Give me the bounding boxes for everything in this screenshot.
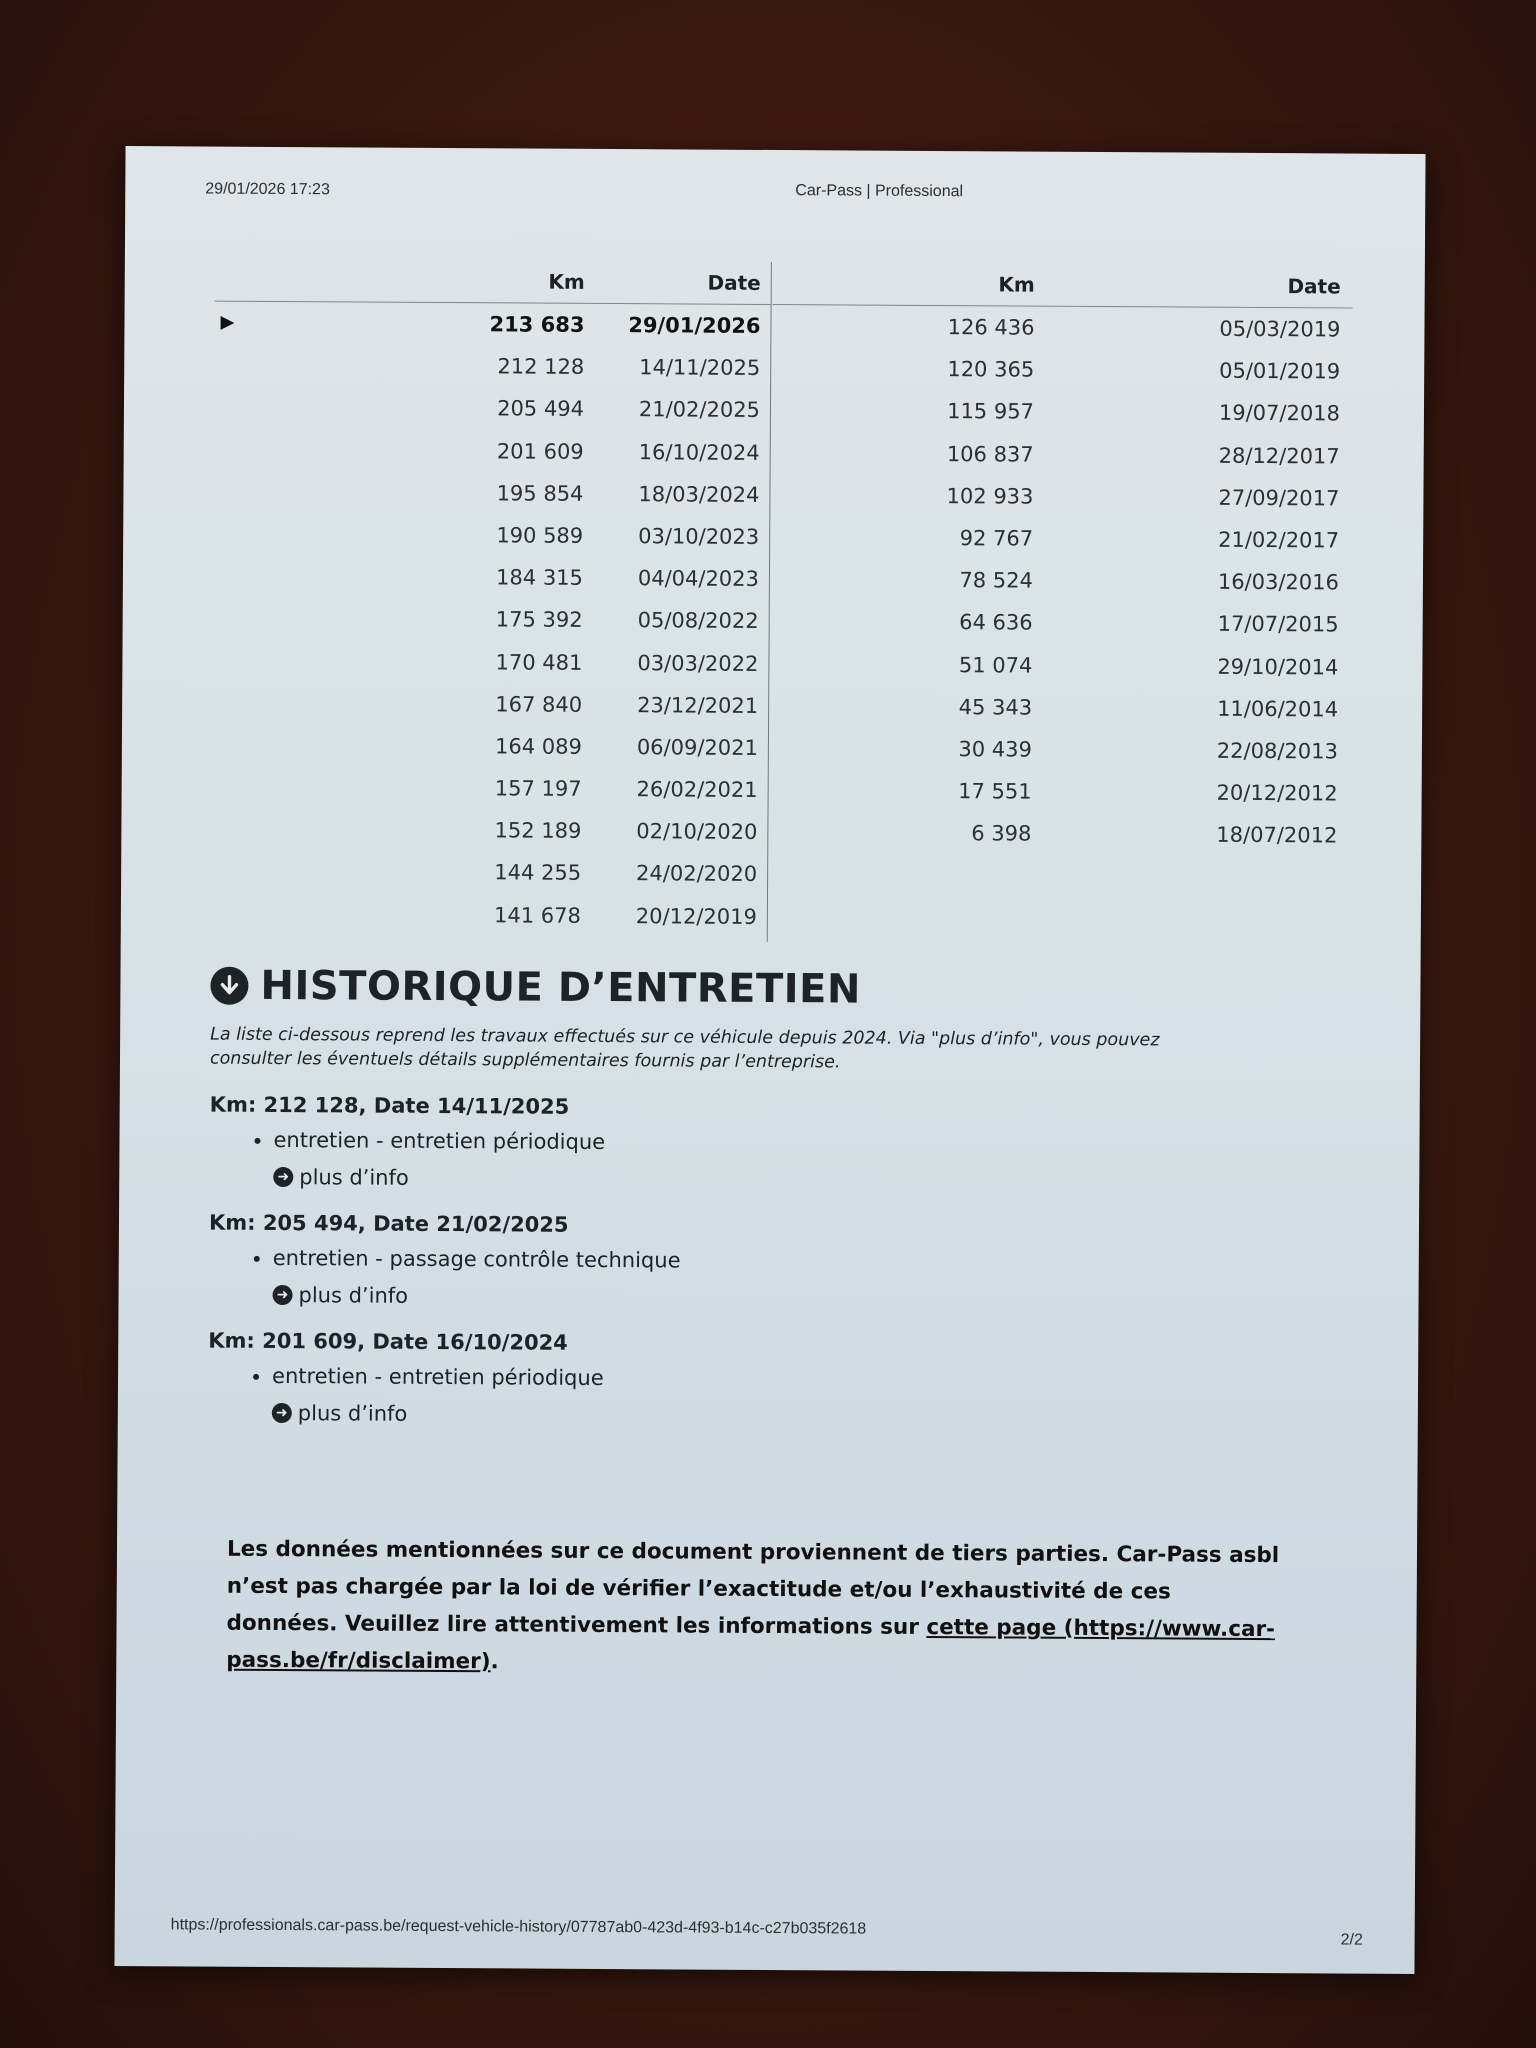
km-cell: 120 365 [947, 357, 1035, 382]
date-cell: 03/03/2022 [637, 650, 759, 676]
table-header [215, 259, 771, 305]
table-row [214, 386, 770, 432]
arrow-right-circle-icon: ➜ [272, 1285, 292, 1305]
km-cell: 17 551 [958, 779, 1032, 804]
date-cell: 18/07/2012 [1216, 822, 1338, 848]
date-cell: 20/12/2019 [635, 903, 757, 929]
arrow-down-circle-icon [210, 967, 248, 1005]
printed-page [114, 146, 1425, 1974]
maintenance-entry [208, 1329, 1309, 1432]
maintenance-entry [208, 1211, 1309, 1314]
table-row [214, 302, 770, 348]
table-row [211, 808, 767, 854]
disclaimer [226, 1531, 1287, 1685]
table-row [214, 428, 770, 474]
header-km: Km [548, 269, 585, 294]
km-cell: 115 957 [947, 399, 1035, 424]
table-row [213, 597, 769, 643]
more-info-link[interactable] [273, 1165, 1309, 1195]
entry-item: • entretien - entretien périodique [273, 1125, 1309, 1161]
table-row [211, 850, 767, 896]
header-km: Km [998, 272, 1035, 297]
km-cell: 30 439 [958, 737, 1032, 762]
more-info-label: plus d’info [298, 1283, 409, 1308]
table-row [770, 642, 1350, 688]
km-cell: 205 494 [497, 396, 585, 422]
table-header [773, 262, 1353, 309]
km-cell: 6 398 [971, 821, 1032, 846]
km-cell: 144 255 [494, 860, 582, 886]
arrow-right-circle-icon: ➜ [273, 1167, 293, 1187]
date-cell: 27/09/2017 [1218, 485, 1340, 511]
km-cell: 201 609 [496, 438, 584, 464]
header-date: Date [1287, 274, 1341, 299]
table-row [769, 811, 1349, 857]
date-cell: 29/10/2014 [1217, 654, 1339, 679]
table-row [772, 305, 1352, 351]
date-cell: 06/09/2021 [636, 735, 758, 760]
disclaimer-link[interactable]: cette page (https://www.car-pass.be/fr/disclaimer) [226, 1614, 1276, 1675]
date-cell: 18/03/2024 [638, 481, 760, 507]
km-cell: 184 315 [496, 565, 584, 590]
table-row [771, 516, 1351, 562]
km-cell: 170 481 [495, 649, 583, 675]
km-cell: 64 636 [959, 610, 1033, 635]
table-row [213, 555, 769, 601]
date-cell: 22/08/2013 [1216, 738, 1338, 764]
mileage-table [215, 259, 1355, 929]
km-cell: 212 128 [497, 354, 585, 380]
date-cell: 23/12/2021 [637, 692, 759, 718]
table-row [212, 723, 768, 769]
entry-title: Km: 205 494, Date 21/02/2025 [208, 1210, 569, 1237]
disclaimer-text: Les données mentionnées sur ce document proviennent de tiers parties. Car-Pass asbl n’est pas chargée par la loi de vérifier l’exactitude et/ou l’exhaustivité de ces données. Veuillez lire attentivement les informations sur [226, 1536, 1280, 1640]
date-cell: 20/12/2012 [1216, 780, 1338, 806]
print-title: Car-Pass | Professional [795, 182, 964, 201]
table-row [770, 769, 1350, 815]
km-cell: 164 089 [494, 734, 582, 759]
table-row [213, 513, 769, 559]
date-cell: 26/02/2021 [636, 777, 758, 802]
km-cell: 45 343 [958, 694, 1033, 720]
date-cell: 16/03/2016 [1217, 569, 1340, 595]
table-row [772, 347, 1352, 393]
print-footer-url: https://professionals.car-pass.be/request-vehicle-history/07787ab0-423d-4f93-b14c-c27b035f2618 [170, 1916, 867, 1938]
table-row [771, 558, 1351, 604]
disclaimer-end: . [490, 1649, 499, 1675]
km-cell: 51 074 [958, 652, 1033, 678]
km-cell: 78 524 [959, 568, 1034, 593]
km-cell: 141 678 [493, 902, 581, 928]
current-marker-icon: ▶ [220, 311, 235, 333]
section-title-text: HISTORIQUE D’ENTRETIEN [260, 962, 862, 1013]
date-cell: 28/12/2017 [1218, 443, 1340, 469]
table-row [212, 639, 768, 685]
km-cell: 190 589 [496, 523, 584, 548]
more-info-link[interactable] [272, 1401, 1308, 1431]
table-row [212, 766, 768, 812]
km-cell: 152 189 [494, 818, 582, 844]
maintenance-history [208, 963, 1311, 1432]
km-cell: 106 837 [946, 441, 1034, 467]
date-cell: 21/02/2025 [638, 397, 761, 423]
more-info-link[interactable] [272, 1283, 1308, 1313]
mileage-column-left [211, 259, 772, 942]
date-cell: 05/03/2019 [1219, 316, 1341, 342]
date-cell: 03/10/2023 [638, 524, 760, 549]
date-cell: 21/02/2017 [1218, 527, 1340, 553]
section-intro: La liste ci-dessous reprend les travaux effectués sur ce véhicule depuis 2024. Via "plus d’info", vous pouvez consulter les éventuels détails supplémentaires fournis par l’entreprise. [209, 1024, 1160, 1073]
entry-items [209, 1243, 1309, 1280]
date-cell: 24/02/2020 [636, 861, 758, 887]
table-row [212, 681, 768, 727]
more-info-label: plus d’info [299, 1165, 409, 1190]
date-cell: 11/06/2014 [1217, 696, 1339, 722]
entry-item: • entretien - entretien périodique [272, 1361, 1308, 1397]
table-row [770, 685, 1350, 731]
km-cell: 126 436 [947, 315, 1035, 340]
date-cell: 02/10/2020 [636, 819, 758, 845]
table-row [770, 727, 1350, 773]
table-row [211, 892, 767, 938]
table-row [772, 389, 1352, 435]
table-row [771, 600, 1351, 646]
arrow-right-circle-icon: ➜ [272, 1403, 292, 1423]
km-cell: 102 933 [946, 483, 1034, 509]
date-cell: 05/01/2019 [1219, 358, 1341, 384]
maintenance-entry [209, 1093, 1310, 1196]
entry-title: Km: 201 609, Date 16/10/2024 [208, 1328, 568, 1355]
date-cell: 29/01/2026 [628, 313, 761, 338]
entry-title: Km: 212 128, Date 14/11/2025 [209, 1092, 570, 1119]
km-cell: 175 392 [495, 607, 583, 633]
entry-item: • entretien - passage contrôle technique [273, 1243, 1309, 1279]
table-row [213, 470, 769, 516]
entry-items [209, 1125, 1309, 1162]
table-row [214, 344, 770, 390]
print-page-number: 2/2 [1340, 1931, 1363, 1949]
km-cell: 157 197 [494, 776, 582, 801]
date-cell: 05/08/2022 [637, 608, 759, 634]
date-cell: 19/07/2018 [1218, 401, 1341, 426]
date-cell: 17/07/2015 [1217, 612, 1339, 637]
date-cell: 16/10/2024 [638, 439, 760, 465]
km-cell: 213 683 [489, 312, 585, 337]
header-date: Date [707, 270, 761, 295]
mileage-column-right [769, 262, 1353, 857]
more-info-label: plus d’info [297, 1401, 408, 1426]
table-row [772, 432, 1352, 478]
entry-items [208, 1361, 1308, 1398]
km-cell: 92 767 [959, 526, 1034, 551]
section-title [210, 963, 1310, 1016]
km-cell: 195 854 [496, 481, 584, 506]
date-cell: 04/04/2023 [637, 566, 760, 592]
table-row [771, 474, 1351, 520]
print-datetime: 29/01/2026 17:23 [205, 180, 330, 199]
date-cell: 14/11/2025 [639, 355, 761, 381]
km-cell: 167 840 [495, 692, 583, 717]
